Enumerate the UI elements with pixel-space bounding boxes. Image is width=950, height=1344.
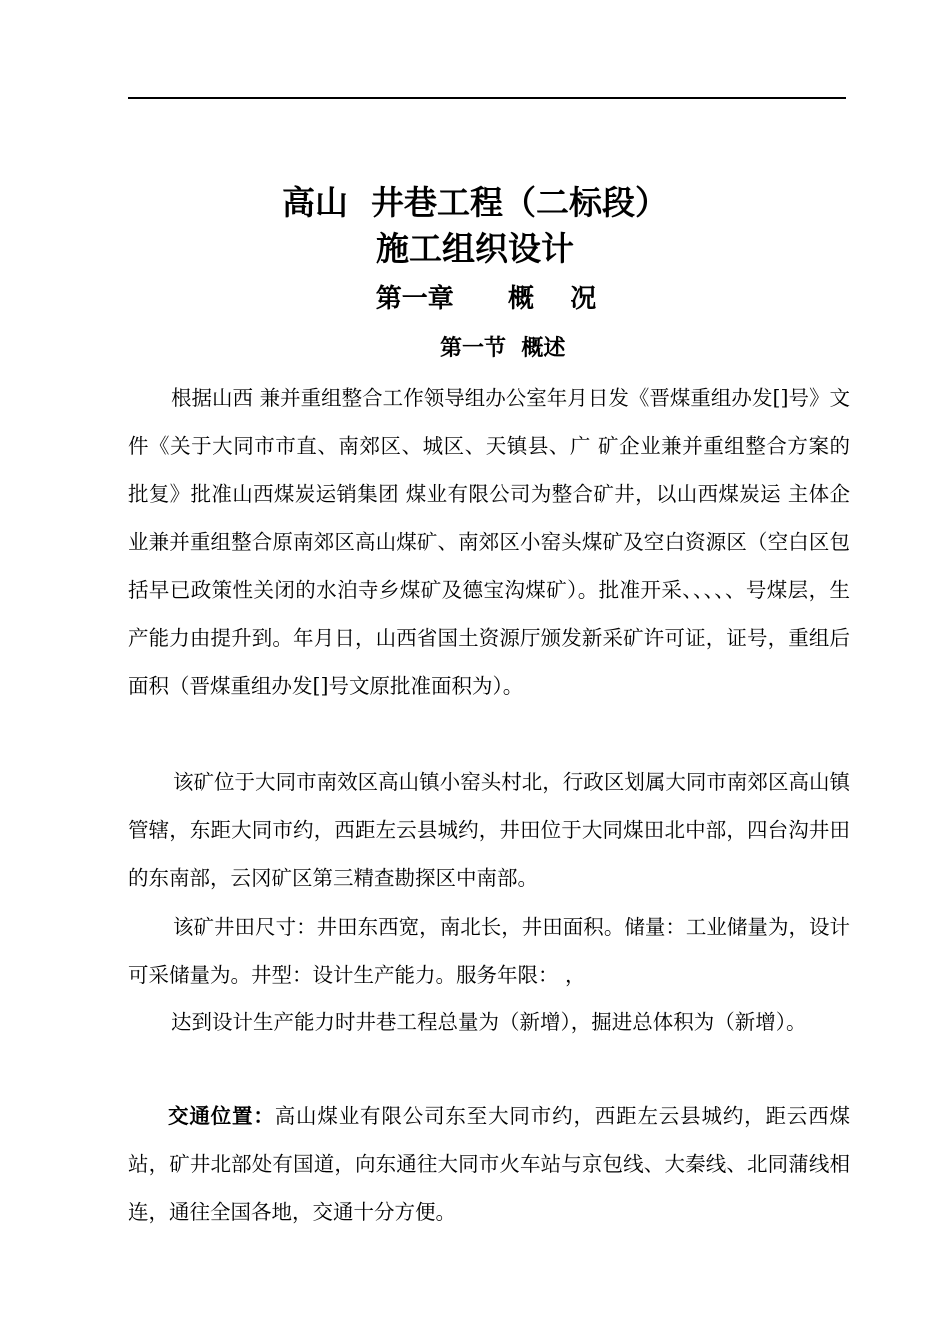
header-rule <box>128 97 846 99</box>
chapter-heading: 第一章 概 况 <box>375 284 597 314</box>
paragraph-4: 达到设计生产能力时井巷工程总量为（新增），掘进总体积为（新增）。 <box>171 1010 807 1034</box>
paragraph-3: 该矿井田尺寸：井田东西宽，南北长，井田面积。储量：工业储量为，设计可采储量为。井型：设计生产能力。服务年限： ， <box>128 915 850 987</box>
traffic-lead-label: 交通位置： <box>168 1104 275 1128</box>
document-title: 高山 井巷工程（二标段） <box>282 183 668 222</box>
section-heading: 第一节 概述 <box>440 335 566 361</box>
paragraph-traffic <box>128 1092 850 1236</box>
paragraph-1: 根据山西 兼并重组整合工作领导组办公室年月日发《晋煤重组办发[]号》文件《关于大同市市直、南郊区、城区、天镇县、广 矿企业兼并重组整合方案的批复》批准山西煤炭运销集团 煤业有限公司为整合矿井，以山西煤炭运 主体企业兼并重组整合原南郊区高山煤矿、南郊区小窑头煤矿及空白资源区（空白区包括早已政策性关闭的水泊寺乡煤矿及德宝沟煤矿）。批准开采、、、、、号煤层，生产能力由提升到。年月日，山西省国土资源厅颁发新采矿许可证，证号，重组后面积（晋煤重组办发[]号文原批准面积为）。 <box>128 386 850 698</box>
paragraph-2: 该矿位于大同市南效区高山镇小窑头村北，行政区划属大同市南郊区高山镇管辖，东距大同市约，西距左云县城约，井田位于大同煤田北中部，四台沟井田的东南部，云冈矿区第三精查勘探区中南部。 <box>128 770 850 890</box>
document-subtitle: 施工组织设计 <box>376 229 574 268</box>
traffic-text: 高山煤业有限公司东至大同市约，西距左云县城约，距云西煤站，矿井北部处有国道，向东通往大同市火车站与京包线、大秦线、北同蒲线相连，通往全国各地，交通十分方便。 <box>128 1104 851 1224</box>
